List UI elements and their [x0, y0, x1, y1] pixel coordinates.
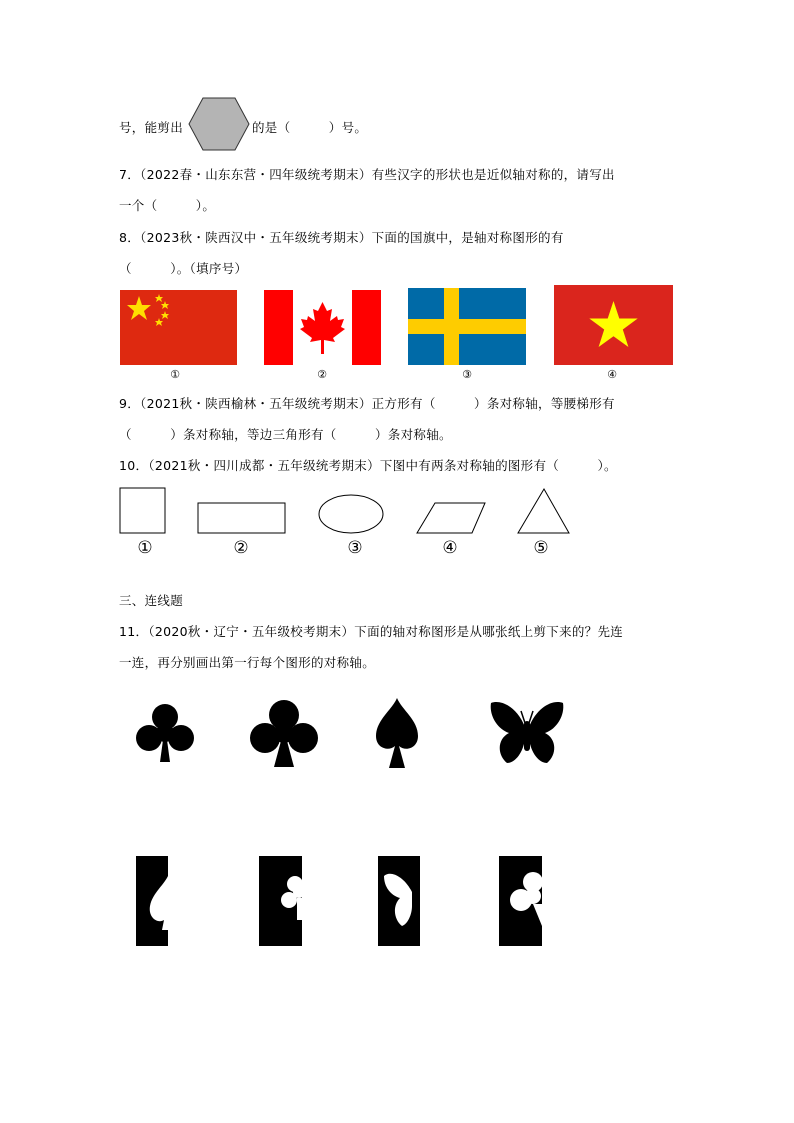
folded-paper-club: [499, 856, 542, 946]
three-leaf-clover-silhouette: [130, 700, 200, 766]
q8-line2: （ ）。（填序号）: [119, 261, 248, 276]
sweden-flag: [408, 288, 526, 365]
q9-line2: （ ）条对称轴，等边三角形有（ ）条对称轴。: [119, 427, 452, 442]
square-shape: [120, 488, 165, 533]
folded-paper-butterfly: [378, 856, 420, 946]
rectangle-shape: [198, 503, 285, 533]
flag-label-4: ④: [607, 368, 617, 381]
spade-silhouette: [372, 696, 422, 770]
canada-flag: [264, 290, 381, 365]
shape-label-1: ①: [137, 538, 153, 558]
section-title: 三、连线题: [119, 593, 184, 608]
q6-text-before: 号，能剪出: [119, 120, 184, 135]
q8-line1: 8．（2023秋・陕西汉中・五年级统考期末）下面的国旗中，是轴对称图形的有: [119, 230, 564, 245]
ellipse-shape: [319, 495, 383, 533]
q10-line1: 10．（2021秋・四川成都・五年级统考期末）下图中有两条对称轴的图形有（ ）。: [119, 458, 617, 473]
shape-label-3: ③: [347, 538, 363, 558]
shapes-row: [118, 486, 578, 538]
q11-line1: 11．（2020秋・辽宁・五年级校考期末）下面的轴对称图形是从哪张纸上剪下来的？先连: [119, 624, 624, 639]
parallelogram-shape: [417, 503, 485, 533]
q7-line2: 一个（ ）。: [119, 198, 216, 213]
flag-label-2: ②: [317, 368, 327, 381]
folded-paper-clover: [259, 856, 302, 946]
china-flag: [120, 290, 237, 365]
butterfly-silhouette: [487, 697, 567, 767]
hexagon-figure: [188, 97, 250, 151]
shape-label-4: ④: [442, 538, 458, 558]
triangle-shape: [518, 489, 569, 533]
flag-label-3: ③: [462, 368, 472, 381]
shape-label-5: ⑤: [533, 538, 549, 558]
q11-line2: 一连，再分别画出第一行每个图形的对称轴。: [119, 655, 376, 670]
folded-paper-spade: [136, 856, 168, 946]
flag-label-1: ①: [170, 368, 180, 381]
club-silhouette: [244, 697, 324, 769]
q9-line1: 9．（2021秋・陕西榆林・五年级统考期末）正方形有（ ）条对称轴，等腰梯形有: [119, 396, 615, 411]
shape-label-2: ②: [233, 538, 249, 558]
q6-text-after: 的是（ ）号。: [252, 120, 368, 135]
vietnam-flag: [554, 285, 673, 365]
q7-line1: 7．（2022春・山东东营・四年级统考期末）有些汉字的形状也是近似轴对称的，请写出: [119, 167, 615, 182]
